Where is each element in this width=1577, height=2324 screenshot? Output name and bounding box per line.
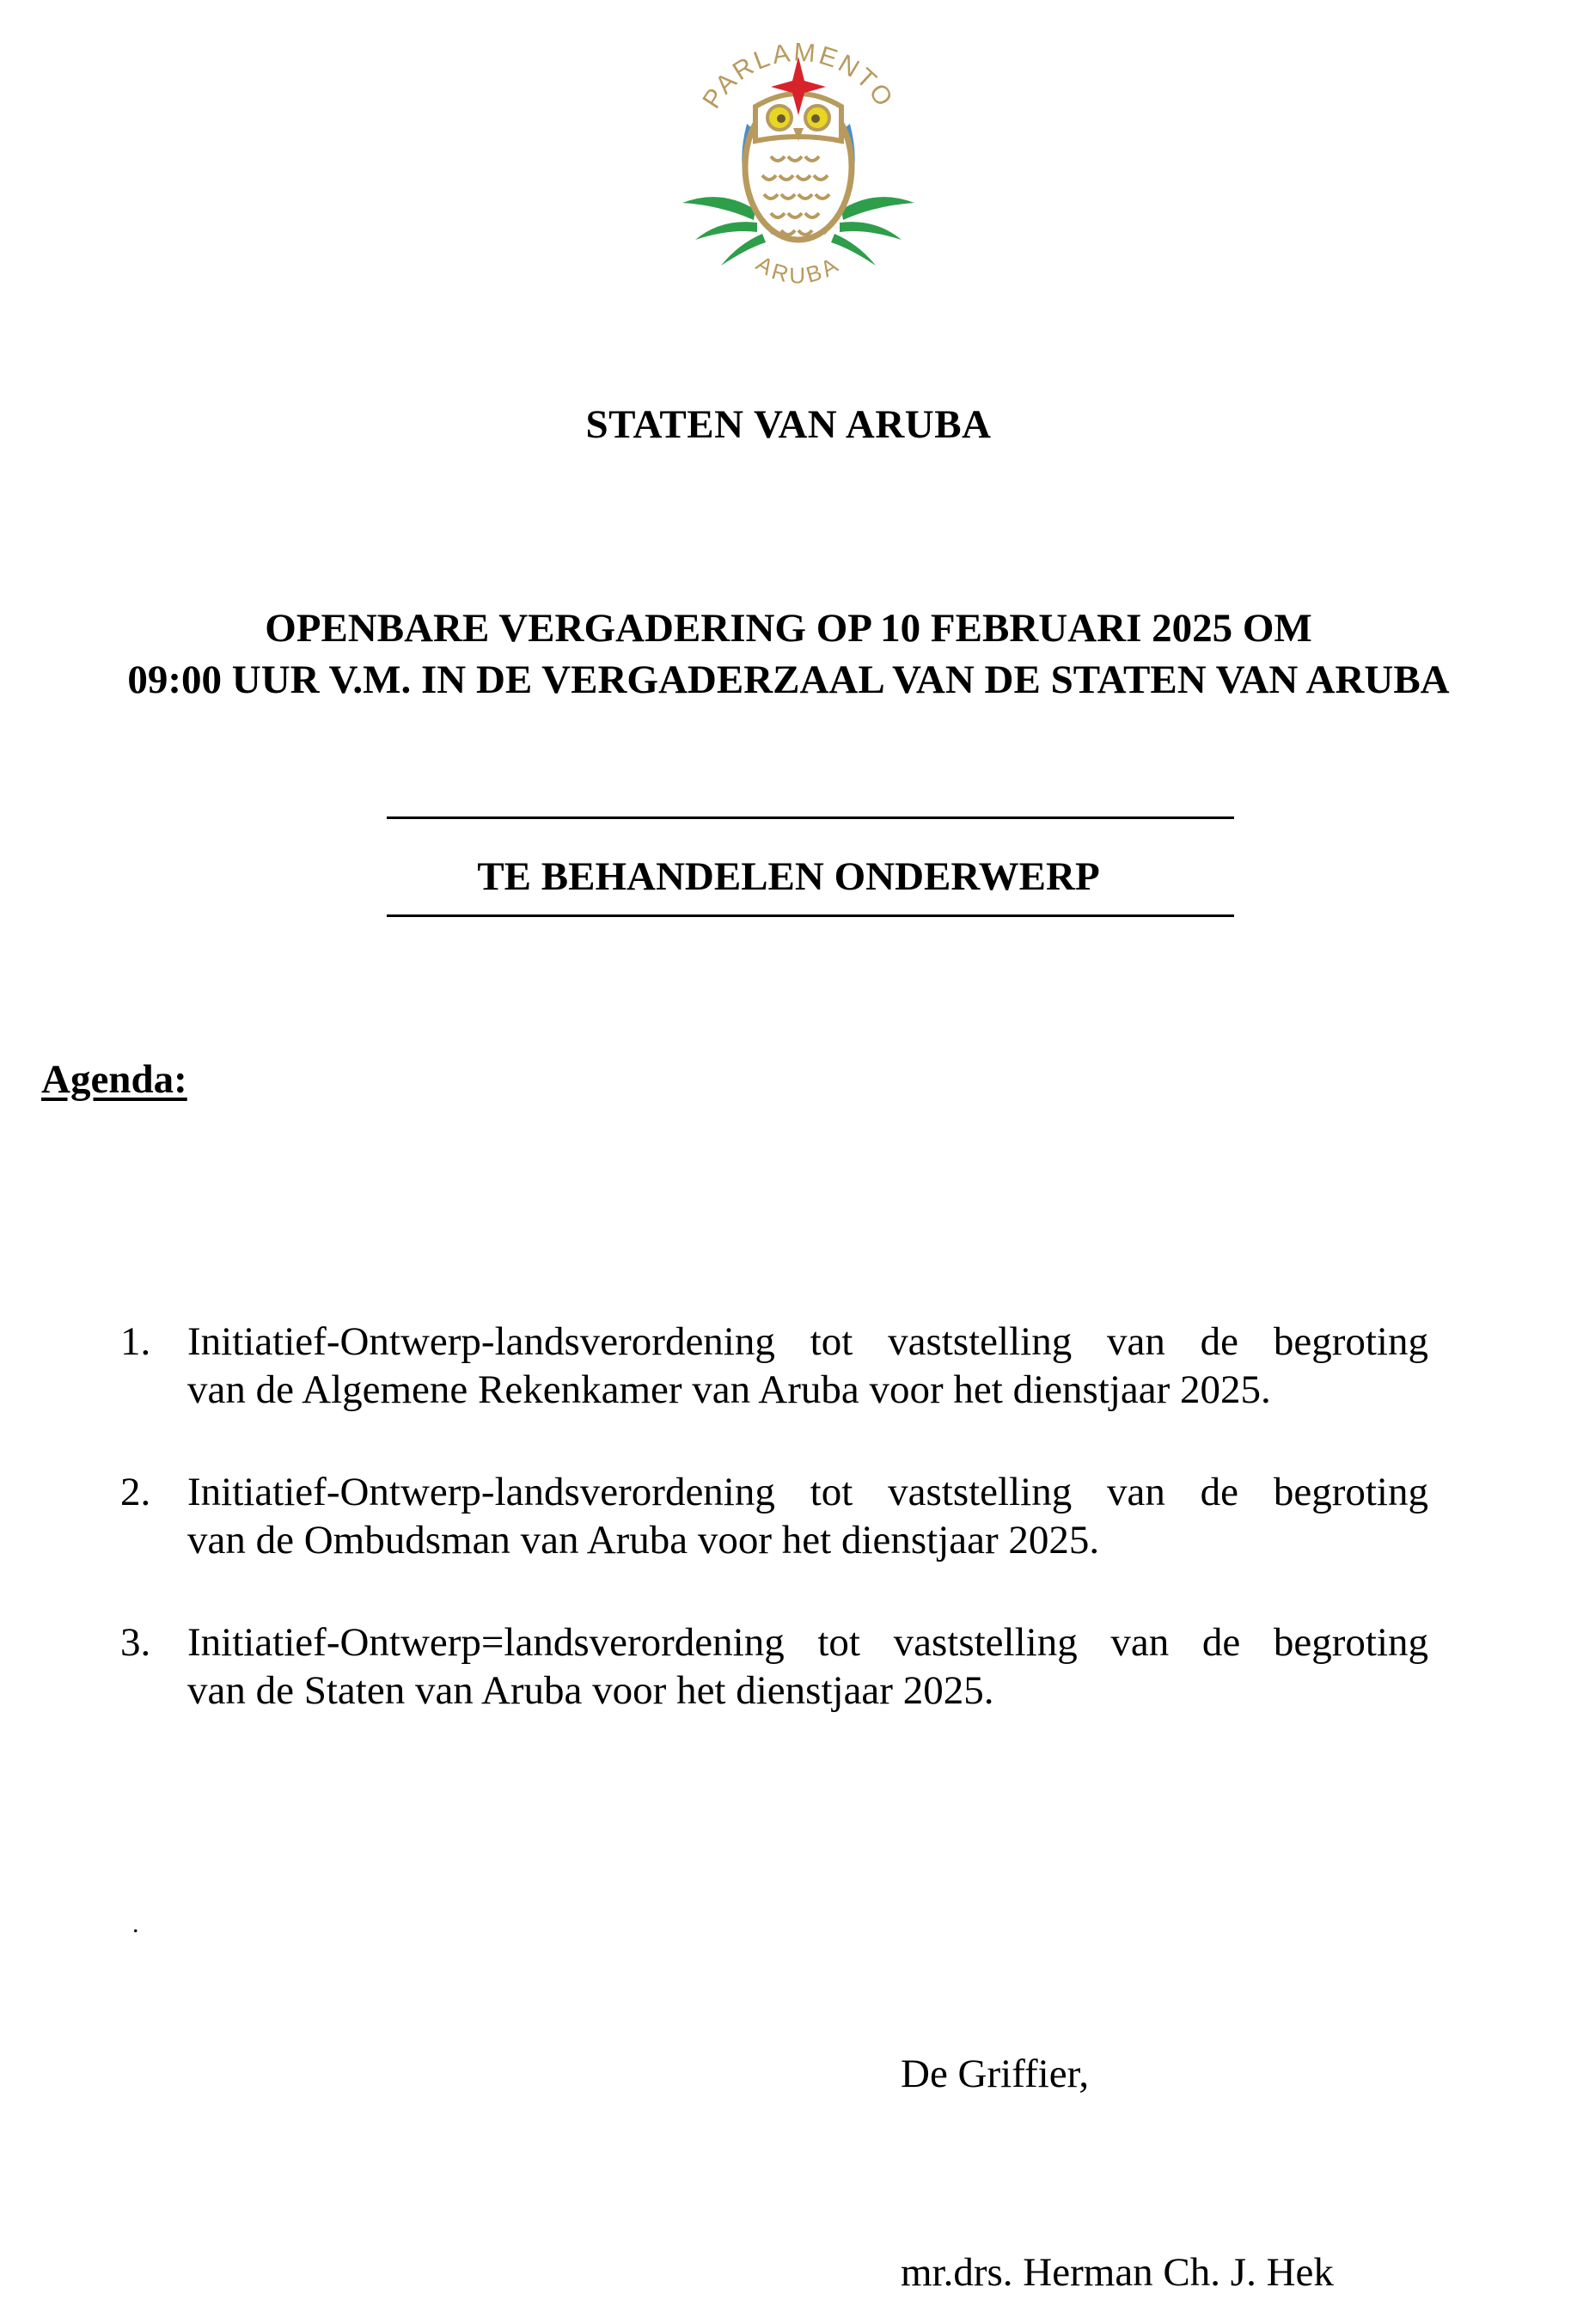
meeting-title-line1: OPENBARE VERGADERING OP 10 FEBRUARI 2025 OM [265,606,1312,651]
org-title: STATEN VAN ARUBA [585,402,992,447]
agenda-item [120,1318,1428,1414]
agenda-item-text-line1: Initiatief-Ontwerp=landsverordening tot vaststelling van de begroting [187,1620,1428,1665]
agenda-item-number: 1. [120,1319,151,1364]
svg-text:PARLAMENTO: PARLAMENTO [697,38,900,114]
agenda-label: Agenda: [41,1057,187,1102]
agenda-item-text-line2: van de Ombudsman van Aruba voor het dienstjaar 2025. [187,1518,1100,1563]
agenda-item-text-line1: Initiatief-Ontwerp-landsverordening tot vaststelling van de begroting [187,1319,1428,1364]
meeting-title [0,602,1577,706]
subject-heading: TE BEHANDELEN ONDERWERP [477,854,1100,899]
svg-text:ARUBA: ARUBA [751,250,846,289]
agenda-item-text-line2: van de Algemene Rekenkamer van Aruba voor het dienstjaar 2025. [187,1367,1271,1412]
meeting-title-line2: 09:00 UUR V.M. IN DE VERGADERZAAL VAN DE STATEN VAN ARUBA [127,657,1450,702]
subject-rule-bottom [387,914,1234,917]
agenda-item-number: 3. [120,1620,151,1665]
signatory-role: De Griffier, [901,2052,1090,2096]
agenda-item-text-line2: van de Staten van Aruba voor het dienstjaar 2025. [187,1668,994,1713]
parlamento-aruba-logo [661,3,936,304]
agenda-item [120,1618,1428,1715]
agenda-item-text-line1: Initiatief-Ontwerp-landsverordening tot vaststelling van de begroting [187,1470,1428,1514]
agenda-item [120,1468,1428,1564]
subject-rule-top [387,816,1234,819]
stray-dot: . [132,1910,139,1938]
agenda-item-number: 2. [120,1470,151,1514]
signatory-name: mr.drs. Herman Ch. J. Hek [901,2250,1334,2295]
